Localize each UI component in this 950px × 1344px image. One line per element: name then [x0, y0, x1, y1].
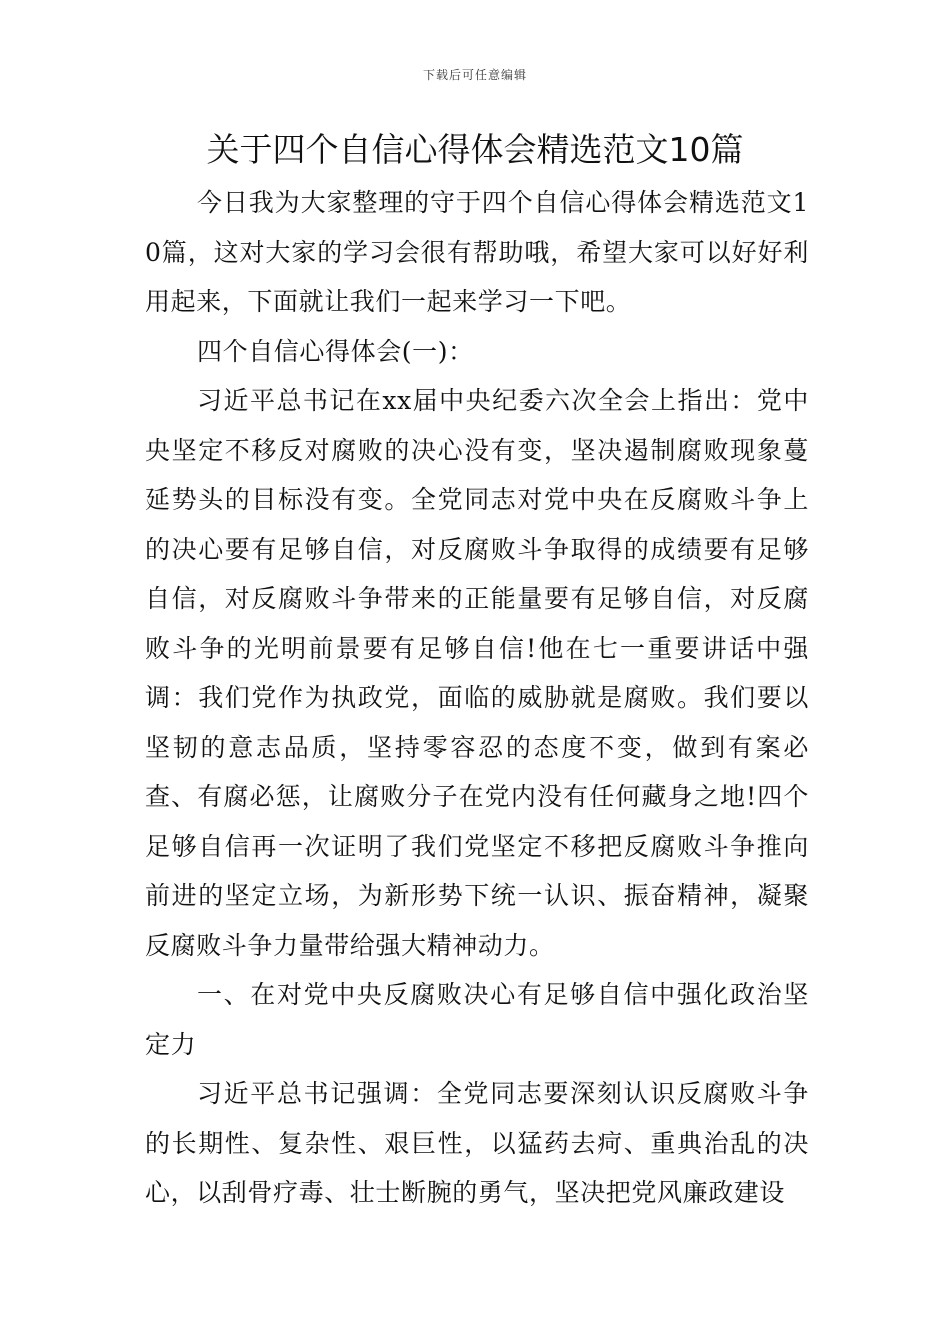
document-title: 关于四个自信心得体会精选范文10篇 [206, 130, 744, 169]
subsection-heading: 一、在对党中央反腐败决心有足够自信中强化政治坚定力 [145, 980, 809, 1059]
paragraph-body: 习近平总书记在xx届中央纪委六次全会上指出：党中央坚定不移反对腐败的决心没有变，坚决遏制腐败现象蔓延势头的目标没有变。全党同志对党中央在反腐败斗争上的决心要有足够自信，对反腐败斗争取得的成绩要有足够自信，对反腐败斗争带来的正能量要有足够自信，对反腐败斗争的光明前景要有足够自信!他在七一重要讲话中强调：我们党作为执政党，面临的威胁就是腐败。我们要以坚韧的意志品质，坚持零容忍的态度不变，做到有案必查、有腐必惩，让腐败分子在党内没有任何藏身之地!四个足够自信再一次证明了我们党坚定不移把反腐败斗争推向前进的坚定立场，为新形势下统一认识、振奋精神，凝聚反腐败斗争力量带给强大精神动力。 [145, 386, 809, 960]
paragraph-intro: 今日我为大家整理的守于四个自信心得体会精选范文10篇，这对大家的学习会很有帮助哦，希望大家可以好好利用起来，下面就让我们一起来学习一下吧。 [145, 188, 809, 316]
header-note: 下载后可任意编辑 [422, 68, 527, 82]
section-heading-1: 四个自信心得体会(一)： [197, 336, 474, 366]
paragraph-body: 习近平总书记强调：全党同志要深刻认识反腐败斗争的长期性、复杂性、艰巨性，以猛药去疴、重典治乱的决心，以刮骨疗毒、壮士断腕的勇气，坚决把党风廉政建设 [145, 1079, 809, 1207]
document-body [145, 178, 809, 1218]
